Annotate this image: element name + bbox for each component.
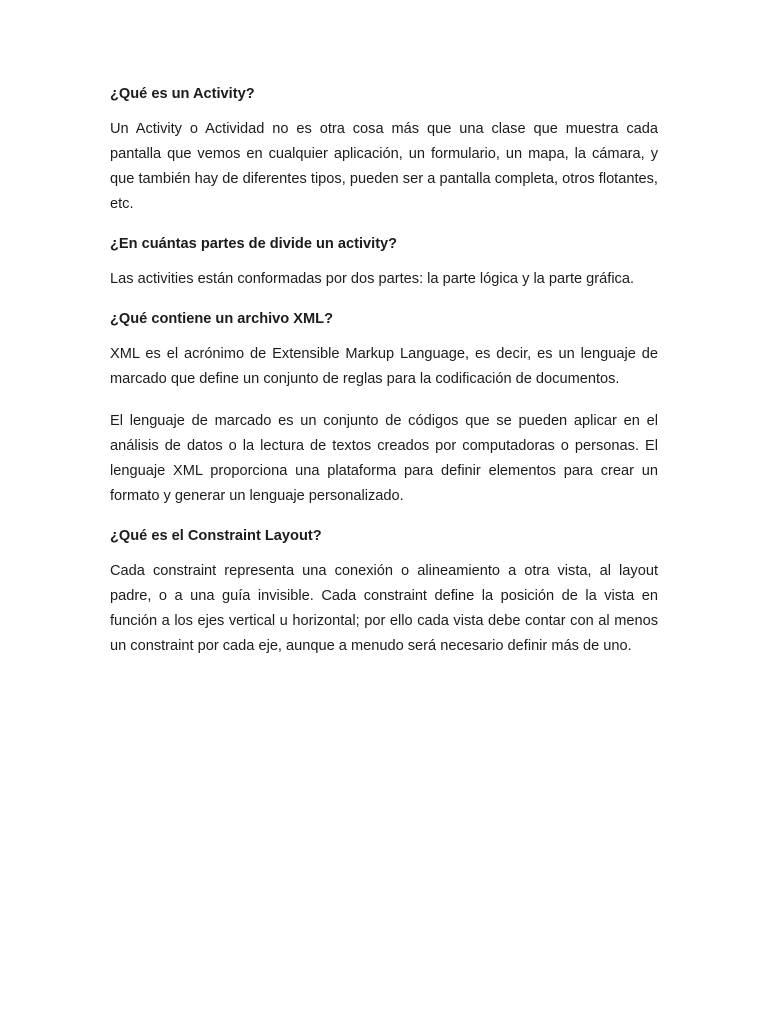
answer-paragraph-constraint-layout: Cada constraint representa una conexión o alineamiento a otra vista, al layout padre, o a una guía invisible. Cada constraint define la posición de la vista en función a los ejes vertical u horizontal; por ello cada vista debe contar con al menos un constraint por cada eje, aunque a menudo será necesario definir más de uno.: [110, 563, 658, 654]
answer-paragraph-activity-parts: Las activities están conformadas por dos partes: la parte lógica y la parte gráfica.: [110, 271, 635, 287]
question-heading-xml: ¿Qué contiene un archivo XML?: [110, 311, 333, 327]
question-heading-constraint-layout: ¿Qué es el Constraint Layout?: [110, 528, 322, 544]
document-body: [110, 84, 658, 659]
question-heading-activity: ¿Qué es un Activity?: [110, 86, 255, 102]
answer-paragraph-xml-1: XML es el acrónimo de Extensible Markup Language, es decir, es un lenguaje de marcado que define un conjunto de reglas para la codificación de documentos.: [110, 346, 658, 387]
answer-paragraph-xml-2: El lenguaje de marcado es un conjunto de códigos que se pueden aplicar en el análisis de datos o la lectura de textos creados por computadoras o personas. El lenguaje XML proporciona una plataforma para definir elementos para crear un formato y generar un lenguaje personalizado.: [110, 413, 658, 504]
answer-paragraph-activity: Un Activity o Actividad no es otra cosa más que una clase que muestra cada pantalla que vemos en cualquier aplicación, un formulario, un mapa, la cámara, y que también hay de diferentes tipos, pueden ser a pantalla completa, otros flotantes, etc.: [110, 121, 658, 212]
question-heading-activity-parts: ¿En cuántas partes de divide un activity?: [110, 236, 398, 252]
